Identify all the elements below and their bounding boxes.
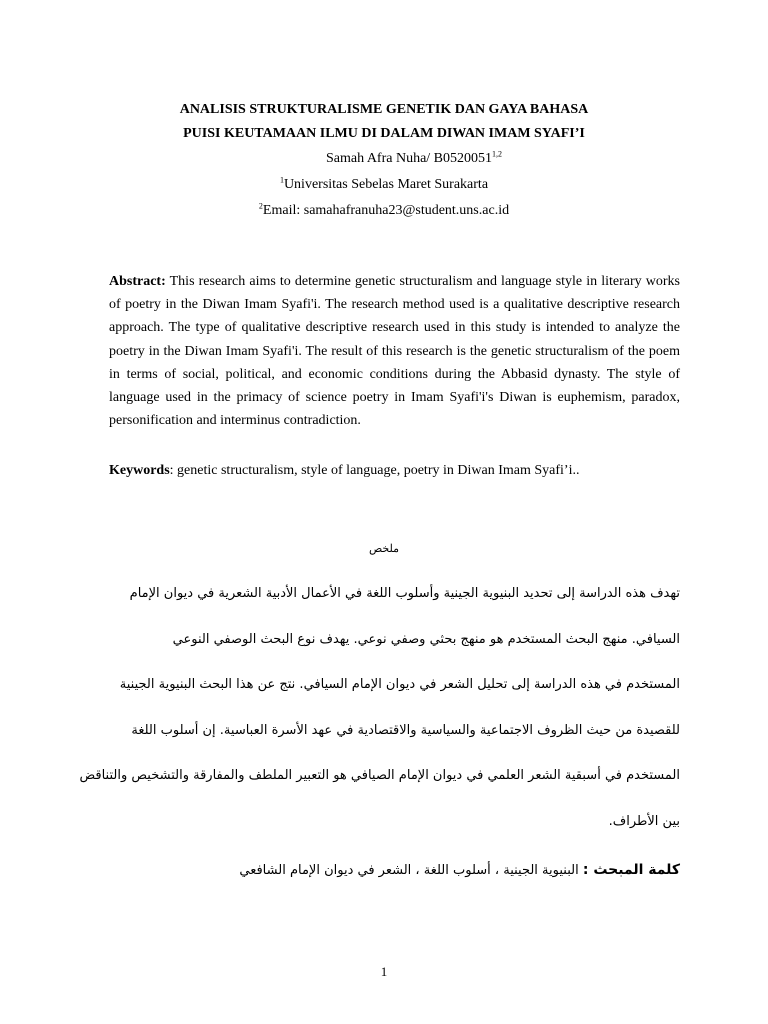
abstract-text: This research aims to determine genetic structuralism and language style in literary works of poetry in the Diwan Imam Syafi'i. The research method used is a qualitative descriptive research approach. The type of qualitative descriptive research used in this study is intended to analyze the poetry in the Diwan Imam Syafi'i. The result of this research is the genetic structuralism of the poem in terms of social, political, and economic conditions during the Abbasid dynasty. The style of language used in the primacy of science poetry in Imam Syafi'i's Diwan is euphemism, paradox, personification and interminus contradiction.	[109, 274, 680, 429]
arabic-abstract-line: المستخدم في أسبقية الشعر العلمي في ديوان الإمام الصيافي هو التعبير الملطف والمفارقة والتشخيص والتناقض	[79, 768, 680, 784]
email-line	[0, 198, 768, 224]
arabic-keywords-text: البنيوية الجينية ، أسلوب اللغة ، الشعر في ديوان الإمام الشافعي	[239, 863, 583, 878]
affiliation-line	[0, 172, 768, 198]
paper-title-line-1: ANALISIS STRUKTURALISME GENETIK DAN GAYA BAHASA	[179, 102, 589, 117]
arabic-abstract-line: المستخدم في هذه الدراسة إلى تحليل الشعر في ديوان الإمام السيافي. نتج عن هذا البحث البنيوية الجينية	[119, 677, 680, 693]
affiliation-superscript: 1	[279, 175, 284, 185]
author-superscript: 1,2	[492, 149, 503, 159]
header-block	[0, 98, 768, 224]
abstract-label: Abstract:	[109, 274, 166, 289]
author-name: Samah Afra Nuha/ B0520051	[325, 151, 493, 166]
keywords-paragraph	[109, 459, 680, 482]
arabic-abstract-heading: ملخص	[368, 543, 400, 555]
arabic-abstract-line: السيافي. منهج البحث المستخدم هو منهج بحثي وصفي نوعي. يهدف نوع البحث الوصفي النوعي	[172, 631, 680, 647]
arabic-keywords-label: كلمة المبحث :	[582, 862, 680, 878]
arabic-abstract-paragraph	[79, 575, 680, 849]
arabic-keywords-paragraph	[109, 855, 680, 886]
page-number: 1	[380, 964, 388, 979]
arabic-abstract-line: للقصيدة من حيث الظروف الاجتماعية والسياسية والاقتصادية في عهد الأسرة العباسية. إن أسلوب اللغة	[131, 722, 680, 738]
abstract-paragraph	[109, 270, 680, 432]
paper-title-line-2: PUISI KEUTAMAAN ILMU DI DALAM DIWAN IMAM SYAFI’I	[183, 126, 585, 141]
email-superscript: 2	[258, 201, 263, 211]
arabic-abstract-line: بين الأطراف.	[608, 813, 680, 829]
keywords-label: Keywords	[109, 463, 170, 478]
arabic-abstract-line: تهدف هذه الدراسة إلى تحديد البنيوية الجينية وأسلوب اللغة في الأعمال الأدبية الشعرية في ديوان الإمام	[129, 586, 680, 601]
author-line	[60, 146, 768, 172]
keywords-text: : genetic structuralism, style of language, poetry in Diwan Imam Syafi’i..	[169, 463, 580, 478]
affiliation-text: Universitas Sebelas Maret Surakarta	[283, 177, 489, 192]
email-text: Email: samahafranuha23@student.uns.ac.id	[262, 203, 510, 218]
